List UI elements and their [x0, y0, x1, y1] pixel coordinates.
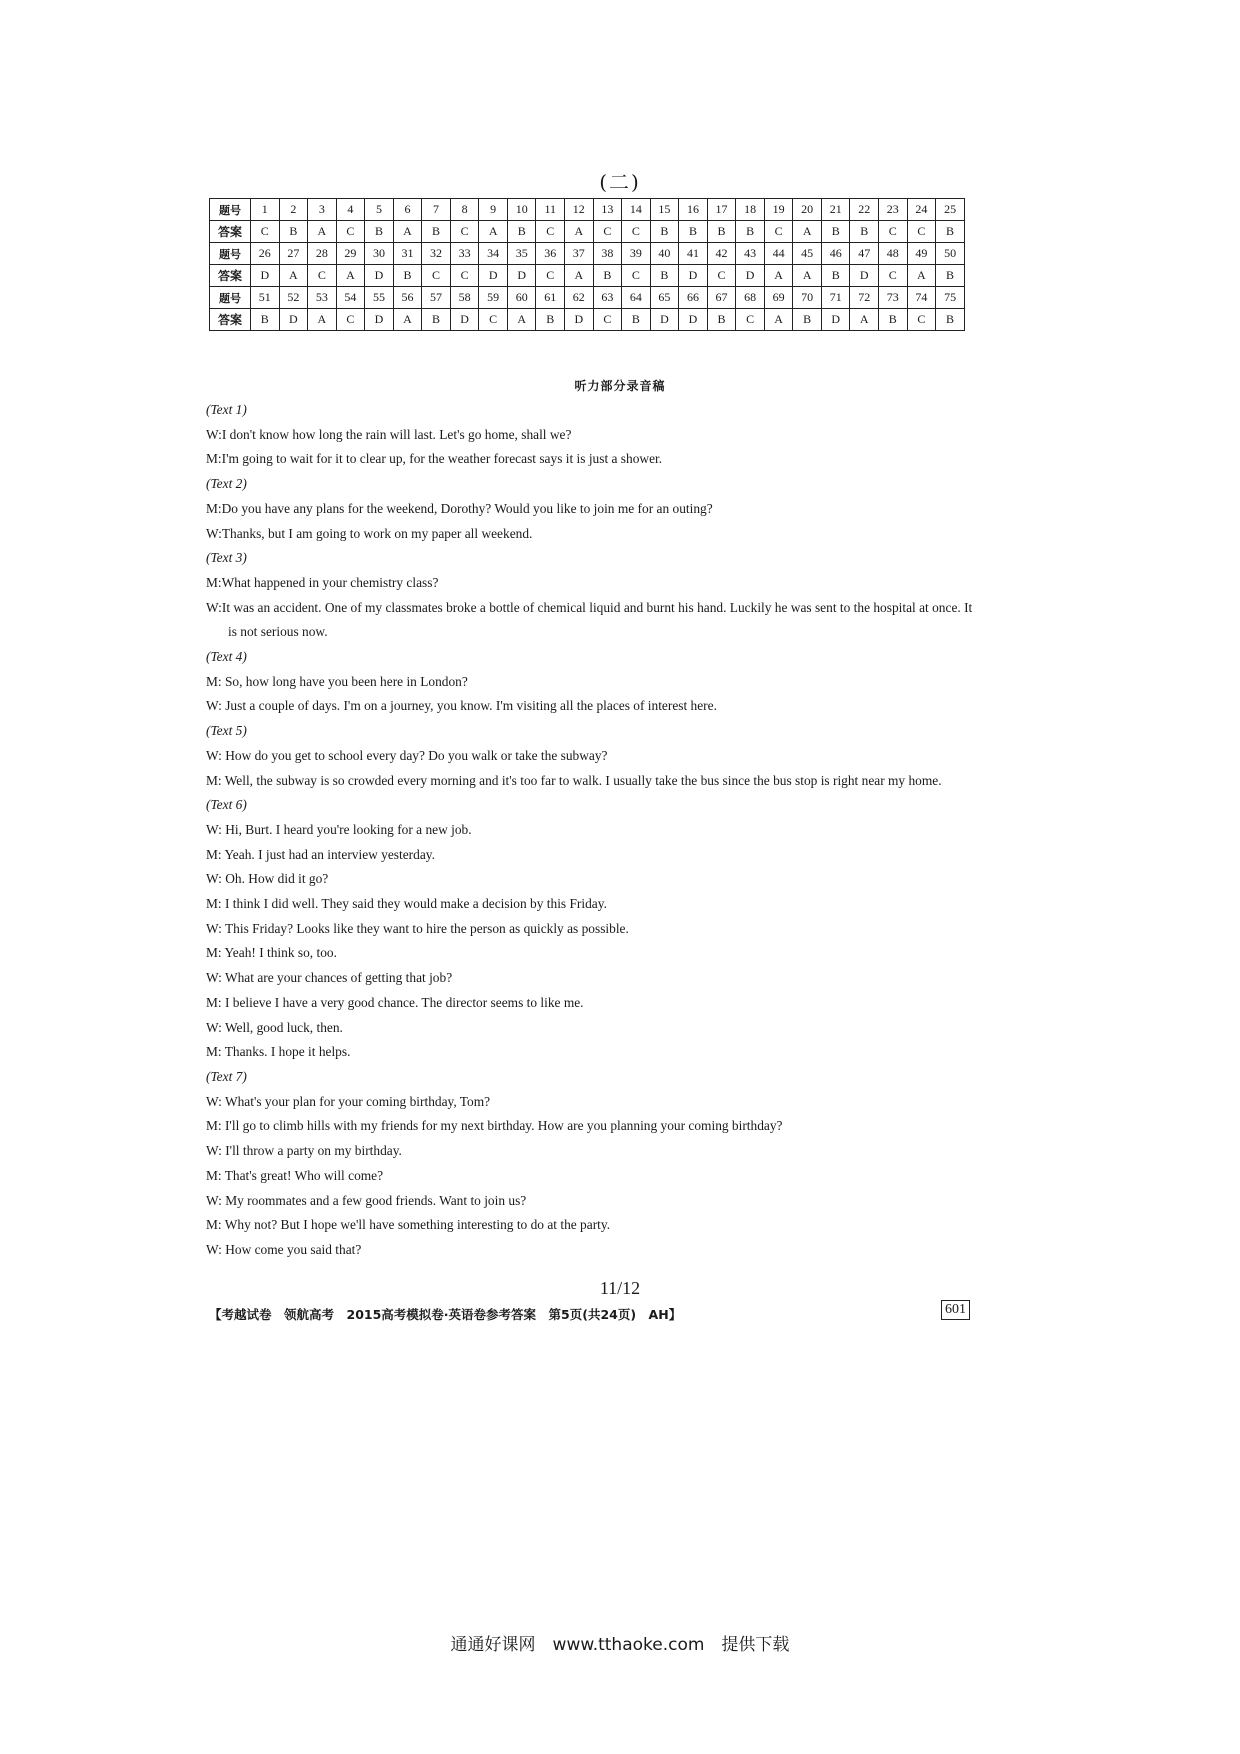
answer-cell: C: [536, 265, 565, 287]
listening-transcript: [206, 398, 980, 1263]
answer-cell: C: [536, 221, 565, 243]
question-number-cell: 9: [479, 199, 508, 221]
dialogue-line: W: What's your plan for your coming birthday, Tom?: [206, 1093, 491, 1109]
question-number-cell: 3: [308, 199, 337, 221]
question-number-cell: 17: [707, 199, 736, 221]
answer-table-row: [210, 243, 965, 265]
answer-table-row: [210, 265, 965, 287]
question-number-cell: 37: [565, 243, 594, 265]
dialogue-line: M: Yeah! I think so, too.: [206, 945, 337, 961]
answer-cell: B: [622, 309, 651, 331]
question-number-cell: 41: [679, 243, 708, 265]
answer-cell: C: [251, 221, 280, 243]
text-label: (Text 1): [206, 402, 247, 417]
question-number-cell: 24: [907, 199, 936, 221]
answer-table-row: [210, 309, 965, 331]
answer-cell: B: [936, 221, 965, 243]
question-number-cell: 38: [593, 243, 622, 265]
dialogue-line: W: I'll throw a party on my birthday.: [206, 1143, 402, 1159]
row-label: 答案: [210, 265, 251, 287]
question-number-cell: 59: [479, 287, 508, 309]
answer-cell: D: [365, 309, 394, 331]
question-number-cell: 20: [793, 199, 822, 221]
question-number-cell: 5: [365, 199, 394, 221]
dialogue-line: W: This Friday? Looks like they want to hire the person as quickly as possible.: [206, 920, 629, 936]
question-number-cell: 13: [593, 199, 622, 221]
section-heading: (二): [599, 170, 641, 194]
answer-cell: A: [308, 309, 337, 331]
question-number-cell: 10: [507, 199, 536, 221]
question-number-cell: 25: [936, 199, 965, 221]
answer-cell: D: [251, 265, 280, 287]
answer-cell: D: [450, 309, 479, 331]
dialogue-line: W:It was an accident. One of my classmates broke a bottle of chemical liquid and burnt his hand. Luckily he was sent to the hospital at once. It is not serious now.: [206, 599, 973, 640]
answer-cell: A: [764, 309, 793, 331]
dialogue-line: M: Yeah. I just had an interview yesterday.: [206, 846, 435, 862]
question-number-cell: 22: [850, 199, 879, 221]
question-number-cell: 66: [679, 287, 708, 309]
dialogue-line: W: What are your chances of getting that job?: [206, 970, 453, 986]
question-number-cell: 55: [365, 287, 394, 309]
question-number-cell: 53: [308, 287, 337, 309]
question-number-cell: 40: [650, 243, 679, 265]
answer-cell: C: [736, 309, 765, 331]
question-number-cell: 4: [336, 199, 365, 221]
question-number-cell: 32: [422, 243, 451, 265]
question-number-cell: 50: [936, 243, 965, 265]
question-number-cell: 65: [650, 287, 679, 309]
answer-cell: C: [479, 309, 508, 331]
question-number-cell: 18: [736, 199, 765, 221]
answer-cell: D: [507, 265, 536, 287]
dialogue-line: M: I'll go to climb hills with my friends for my next birthday. How are you planning your coming birthday?: [206, 1118, 783, 1134]
answer-cell: B: [650, 265, 679, 287]
answer-cell: D: [679, 309, 708, 331]
answer-cell: C: [336, 309, 365, 331]
answer-cell: B: [821, 221, 850, 243]
question-number-cell: 28: [308, 243, 337, 265]
answer-table: [209, 198, 965, 331]
question-number-cell: 7: [422, 199, 451, 221]
question-number-cell: 8: [450, 199, 479, 221]
question-number-cell: 60: [507, 287, 536, 309]
question-number-cell: 15: [650, 199, 679, 221]
answer-cell: C: [450, 265, 479, 287]
answer-cell: A: [565, 221, 594, 243]
question-number-cell: 64: [622, 287, 651, 309]
dialogue-line: W: My roommates and a few good friends. Want to join us?: [206, 1192, 527, 1208]
text-label: (Text 7): [206, 1068, 247, 1084]
question-number-cell: 21: [821, 199, 850, 221]
answer-cell: A: [393, 309, 422, 331]
text-label: (Text 6): [206, 797, 247, 813]
question-number-cell: 51: [251, 287, 280, 309]
answer-cell: C: [593, 309, 622, 331]
answer-cell: C: [907, 221, 936, 243]
question-number-cell: 6: [393, 199, 422, 221]
question-number-cell: 12: [565, 199, 594, 221]
answer-cell: D: [565, 309, 594, 331]
answer-cell: D: [650, 309, 679, 331]
question-number-cell: 36: [536, 243, 565, 265]
question-number-cell: 54: [336, 287, 365, 309]
question-number-cell: 1: [251, 199, 280, 221]
dialogue-line: W: Just a couple of days. I'm on a journey, you know. I'm visiting all the places of interest here.: [206, 698, 717, 714]
footer-text: 【考越试卷 领航高考 2015高考模拟卷·英语卷参考答案 第5页(共24页) AH】: [209, 1307, 682, 1322]
dialogue-line: M: Well, the subway is so crowded every morning and it's too far to walk. I usually take the bus since the bus stop is right near my home.: [206, 772, 942, 788]
question-number-cell: 67: [707, 287, 736, 309]
question-number-cell: 23: [879, 199, 908, 221]
dialogue-line: M:Do you have any plans for the weekend, Dorothy? Would you like to join me for an outing?: [206, 500, 713, 516]
answer-cell: B: [507, 221, 536, 243]
answer-table-row: [210, 287, 965, 309]
answer-cell: C: [593, 221, 622, 243]
dialogue-line: W: How come you said that?: [206, 1241, 362, 1257]
answer-cell: A: [336, 265, 365, 287]
answer-cell: B: [707, 309, 736, 331]
row-label: 题号: [210, 243, 251, 265]
answer-cell: B: [793, 309, 822, 331]
answer-table-row: [210, 221, 965, 243]
question-number-cell: 57: [422, 287, 451, 309]
answer-cell: D: [479, 265, 508, 287]
transcript-title: 听力部分录音稿: [574, 379, 666, 393]
answer-cell: C: [707, 265, 736, 287]
answer-cell: B: [850, 221, 879, 243]
question-number-cell: 31: [393, 243, 422, 265]
question-number-cell: 45: [793, 243, 822, 265]
answer-cell: B: [936, 265, 965, 287]
question-number-cell: 43: [736, 243, 765, 265]
answer-cell: D: [850, 265, 879, 287]
answer-cell: A: [764, 265, 793, 287]
question-number-cell: 42: [707, 243, 736, 265]
answer-cell: C: [907, 309, 936, 331]
answer-cell: A: [793, 221, 822, 243]
question-number-cell: 70: [793, 287, 822, 309]
text-label: (Text 3): [206, 550, 247, 566]
dialogue-line: M:I'm going to wait for it to clear up, for the weather forecast says it is just a shower.: [206, 451, 663, 467]
dialogue-line: W: Oh. How did it go?: [206, 871, 329, 887]
question-number-cell: 11: [536, 199, 565, 221]
answer-cell: C: [764, 221, 793, 243]
answer-cell: A: [793, 265, 822, 287]
question-number-cell: 2: [279, 199, 308, 221]
dialogue-line: W: Well, good luck, then.: [206, 1019, 343, 1035]
answer-cell: D: [736, 265, 765, 287]
dialogue-line: M: I think I did well. They said they would make a decision by this Friday.: [206, 896, 607, 912]
dialogue-line: M: I believe I have a very good chance. The director seems to like me.: [206, 994, 584, 1010]
answer-cell: A: [565, 265, 594, 287]
question-number-cell: 73: [879, 287, 908, 309]
question-number-cell: 58: [450, 287, 479, 309]
question-number-cell: 56: [393, 287, 422, 309]
question-number-cell: 39: [622, 243, 651, 265]
question-number-cell: 35: [507, 243, 536, 265]
answer-cell: B: [879, 309, 908, 331]
dialogue-line: M: Why not? But I hope we'll have something interesting to do at the party.: [206, 1217, 611, 1233]
answer-cell: B: [821, 265, 850, 287]
answer-cell: B: [365, 221, 394, 243]
question-number-cell: 69: [764, 287, 793, 309]
question-number-cell: 47: [850, 243, 879, 265]
footer-page-code: 601: [941, 1300, 970, 1320]
answer-cell: A: [279, 265, 308, 287]
answer-cell: C: [622, 221, 651, 243]
question-number-cell: 29: [336, 243, 365, 265]
text-label: (Text 5): [206, 723, 247, 739]
answer-cell: A: [507, 309, 536, 331]
answer-table-row: [210, 199, 965, 221]
question-number-cell: 71: [821, 287, 850, 309]
dialogue-line: W:I don't know how long the rain will last. Let's go home, shall we?: [206, 426, 572, 442]
question-number-cell: 16: [679, 199, 708, 221]
row-label: 题号: [210, 199, 251, 221]
dialogue-line: M:What happened in your chemistry class?: [206, 574, 439, 590]
dialogue-line: W: Hi, Burt. I heard you're looking for a new job.: [206, 821, 472, 837]
question-number-cell: 48: [879, 243, 908, 265]
answer-cell: B: [679, 221, 708, 243]
question-number-cell: 49: [907, 243, 936, 265]
answer-cell: C: [450, 221, 479, 243]
watermark-text: 通通好课网 www.tthaoke.com 提供下载: [450, 1635, 790, 1655]
answer-cell: C: [422, 265, 451, 287]
answer-cell: A: [907, 265, 936, 287]
question-number-cell: 52: [279, 287, 308, 309]
row-label: 答案: [210, 221, 251, 243]
question-number-cell: 27: [279, 243, 308, 265]
text-label: (Text 4): [206, 649, 247, 665]
dialogue-line: M: Thanks. I hope it helps.: [206, 1044, 351, 1060]
question-number-cell: 26: [251, 243, 280, 265]
answer-cell: B: [393, 265, 422, 287]
answer-cell: C: [622, 265, 651, 287]
question-number-cell: 46: [821, 243, 850, 265]
answer-cell: C: [879, 221, 908, 243]
dialogue-line: M: So, how long have you been here in London?: [206, 673, 468, 689]
answer-cell: C: [308, 265, 337, 287]
question-number-cell: 63: [593, 287, 622, 309]
answer-cell: B: [422, 221, 451, 243]
answer-cell: B: [251, 309, 280, 331]
question-number-cell: 75: [936, 287, 965, 309]
question-number-cell: 62: [565, 287, 594, 309]
answer-cell: C: [336, 221, 365, 243]
question-number-cell: 44: [764, 243, 793, 265]
question-number-cell: 19: [764, 199, 793, 221]
answer-cell: A: [393, 221, 422, 243]
question-number-cell: 30: [365, 243, 394, 265]
answer-cell: B: [736, 221, 765, 243]
answer-cell: B: [650, 221, 679, 243]
dialogue-line: M: That's great! Who will come?: [206, 1167, 384, 1183]
dialogue-line: W: How do you get to school every day? Do you walk or take the subway?: [206, 747, 608, 763]
question-number-cell: 33: [450, 243, 479, 265]
answer-cell: B: [422, 309, 451, 331]
answer-cell: C: [879, 265, 908, 287]
answer-cell: A: [308, 221, 337, 243]
answer-cell: D: [365, 265, 394, 287]
page-indicator: 11/12: [599, 1278, 641, 1298]
question-number-cell: 74: [907, 287, 936, 309]
question-number-cell: 72: [850, 287, 879, 309]
answer-cell: B: [536, 309, 565, 331]
dialogue-line: W:Thanks, but I am going to work on my paper all weekend.: [206, 525, 533, 541]
answer-cell: B: [936, 309, 965, 331]
text-label: (Text 2): [206, 476, 247, 492]
answer-cell: A: [479, 221, 508, 243]
answer-cell: D: [679, 265, 708, 287]
question-number-cell: 61: [536, 287, 565, 309]
row-label: 答案: [210, 309, 251, 331]
row-label: 题号: [210, 287, 251, 309]
question-number-cell: 34: [479, 243, 508, 265]
answer-cell: B: [593, 265, 622, 287]
question-number-cell: 68: [736, 287, 765, 309]
answer-cell: D: [821, 309, 850, 331]
question-number-cell: 14: [622, 199, 651, 221]
answer-cell: B: [279, 221, 308, 243]
answer-cell: D: [279, 309, 308, 331]
answer-cell: A: [850, 309, 879, 331]
answer-cell: B: [707, 221, 736, 243]
